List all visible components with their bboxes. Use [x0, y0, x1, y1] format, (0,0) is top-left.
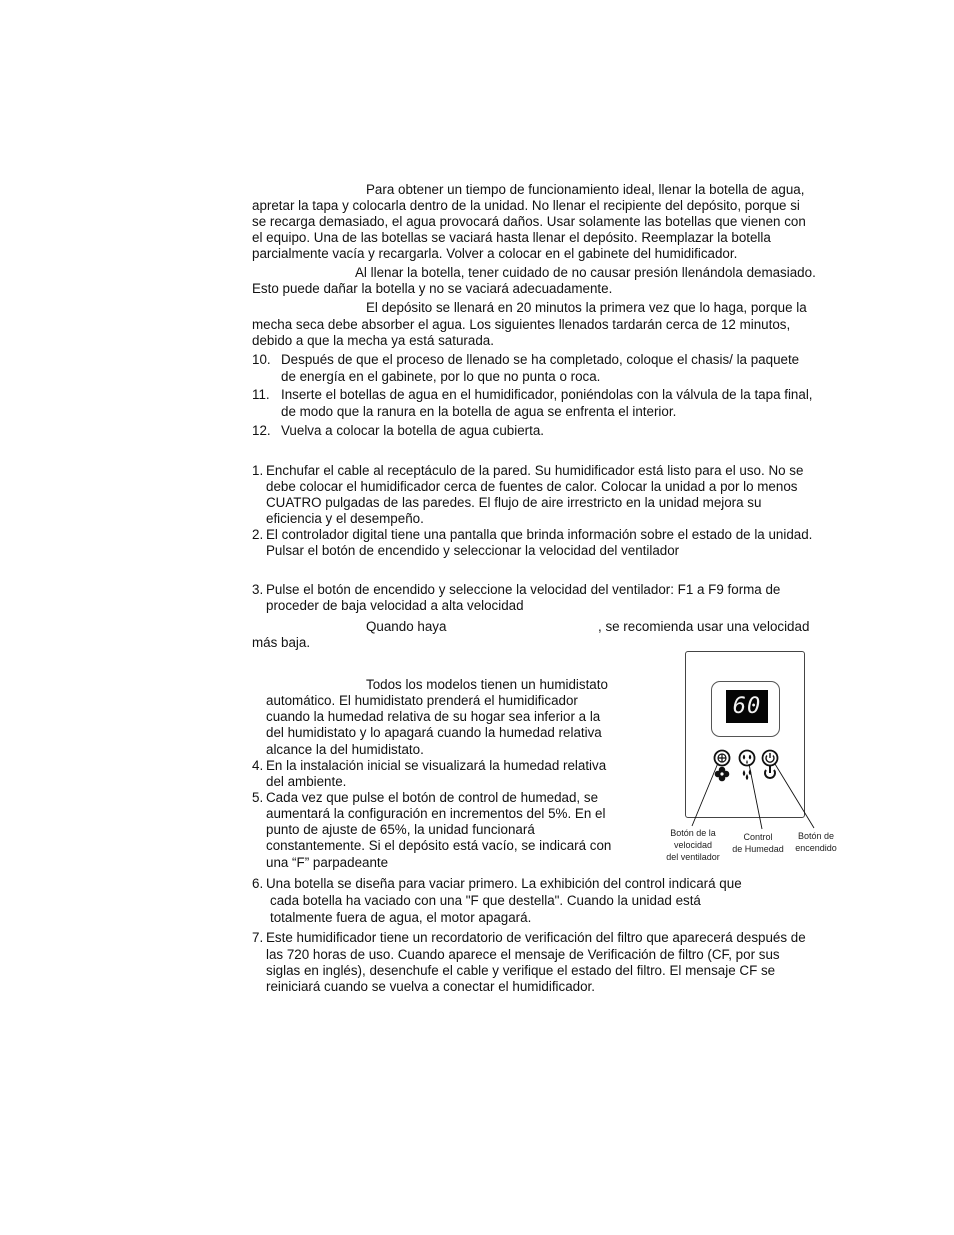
list-line: una “F” parpadeante [266, 855, 389, 870]
list-line: constantemente. Si el depósito está vacío, se indicará con [266, 838, 612, 853]
list-number: 7. [252, 930, 264, 945]
list-line: eficiencia y el desempeño. [266, 511, 424, 526]
note-text: , se recomienda usar una velocidad [598, 619, 810, 634]
list-line: aumentará la configuración en incrementos del 5%. En el [266, 806, 606, 821]
list-number: 6. [252, 876, 264, 891]
para3-line: mecha seca debe absorber el agua. Los siguientes llenados tardarán cerca de 12 minutos, [252, 317, 791, 332]
humidistat-line: automático. El humidistato prenderá el humidificador [266, 693, 578, 708]
list-line: Este humidificador tiene un recordatorio de verificación del filtro que aparecerá después de [266, 930, 806, 945]
para1-line: se recarga demasiado, el agua provocará daños. Usar solamente las botellas que vienen con [252, 214, 806, 229]
step-number: 10. [252, 352, 271, 367]
humidistat-line: cuando la humedad relativa de su hogar sea inferior a la [266, 709, 601, 724]
step-line: Vuelva a colocar la botella de agua cubierta. [281, 423, 545, 438]
list-line: Pulsar el botón de encendido y seleccionar la velocidad del ventilador [266, 543, 680, 558]
humidistat-line: alcance la del humidistato. [266, 742, 424, 757]
humidity-control-caption [726, 831, 790, 855]
para2-line: Al llenar la botella, tener cuidado de no causar presión llenándola demasiado. [355, 265, 816, 280]
humidistat-line: Todos los modelos tienen un humidistato [366, 677, 608, 692]
list-number: 3. [252, 582, 264, 597]
list-line: siglas en inglés), desenchufe el cable y verifique el estado del filtro. El mensaje CF se [266, 963, 776, 978]
para3-line: debido a que la mecha ya está saturada. [252, 333, 494, 348]
list-line: cada botella ha vaciado con una "F que destella". Cuando la unidad está [270, 893, 701, 908]
step-line: de energía en el gabinete, por lo que no punta o roca. [281, 369, 601, 384]
list-line: CUATRO pulgadas de las paredes. El flujo de aire irrestricto en la unidad mejora su [266, 495, 762, 510]
para2-line: Esto puede dañar la botella y no se vaciará adecuadamente. [252, 281, 613, 296]
step-line: Después de que el proceso de llenado se ha completado, coloque el chasis/ la paquete [281, 352, 800, 367]
list-line: Una botella se diseña para vaciar primero. La exhibición del control indicará que [266, 876, 742, 891]
list-line: debe colocar el humidificador cerca de fuentes de calor. Colocar la unidad a por lo menos [266, 479, 798, 494]
para1-line: apretar la tapa y colocarla dentro de la unidad. No llenar el recipiente del depósito, porque si [252, 198, 800, 213]
caption-line: Botón de [797, 831, 835, 841]
para1-line: el equipo. Una de las botellas se vaciará hasta llenar el depósito. Reemplazar la botella [252, 230, 771, 245]
list-number: 1. [252, 463, 264, 478]
humidity-control-button [740, 751, 755, 766]
caption-line: de Humedad [732, 844, 784, 854]
list-line: En la instalación inicial se visualizará la humedad relativa [266, 758, 607, 773]
list-number: 5. [252, 790, 264, 805]
step-number: 11. [252, 387, 270, 402]
para1-line: Para obtener un tiempo de funcionamiento ideal, llenar la botella de agua, [366, 182, 805, 197]
caption-line: del ventilador [666, 852, 720, 862]
list-line: del ambiente. [266, 774, 347, 789]
fan-speed-button [715, 751, 730, 766]
list-line: Cada vez que pulse el botón de control de humedad, se [266, 790, 599, 805]
digital-display [726, 690, 768, 723]
list-line: Pulse el botón de encendido y seleccione la velocidad del ventilador: F1 a F9 forma de [266, 582, 781, 597]
caption-line: Botón de la [670, 828, 716, 838]
list-line: punto de ajuste de 65%, la unidad funcionará [266, 822, 535, 837]
fan-leader-line [692, 763, 718, 826]
humidity-leader-line [749, 764, 762, 829]
fan-icon [715, 767, 730, 782]
power-button [763, 751, 778, 766]
list-line: reiniciará cuando se vuelva a conectar el humidificador. [266, 979, 595, 994]
list-line: El controlador digital tiene una pantalla que brinda información sobre el estado de la unidad. [266, 527, 813, 542]
caption-line: Control [743, 832, 773, 842]
step-number: 12. [252, 423, 271, 438]
list-line: las 720 horas de uso. Cuando aparece el mensaje de Verificación de filtro (CF, por sus [266, 947, 780, 962]
para3-line: El depósito se llenará en 20 minutos la primera vez que lo haga, porque la [366, 300, 807, 315]
display-value: 60 [732, 694, 762, 719]
fan-speed-caption [658, 827, 728, 863]
list-line: proceder de baja velocidad a alta velocidad [266, 598, 524, 613]
list-number: 2. [252, 527, 264, 542]
step-line: de modo que la ranura en la botella de agua se enfrenta el interior. [281, 404, 677, 419]
step-line: Inserte el botellas de agua en el humidificador, poniéndolas con la válvula de la tapa final, [281, 387, 813, 402]
list-line: totalmente fuera de agua, el motor apagará. [270, 910, 532, 925]
note-text: Quando haya [366, 619, 447, 634]
power-caption [790, 830, 842, 854]
note-text: más baja. [252, 635, 311, 650]
list-number: 4. [252, 758, 264, 773]
humidistat-line: del humidistato y lo apagará cuando la humedad relativa [266, 725, 602, 740]
caption-line: velocidad [673, 840, 713, 850]
list-line: Enchufar el cable al receptáculo de la pared. Su humidificador está listo para el uso. No se [266, 463, 804, 478]
power-icon [765, 766, 775, 778]
caption-line: encendido [795, 843, 837, 853]
para1-line: parcialmente vacía y recargarla. Volver a colocar en el gabinete del humidificador. [252, 246, 738, 261]
power-leader-line [775, 764, 814, 828]
